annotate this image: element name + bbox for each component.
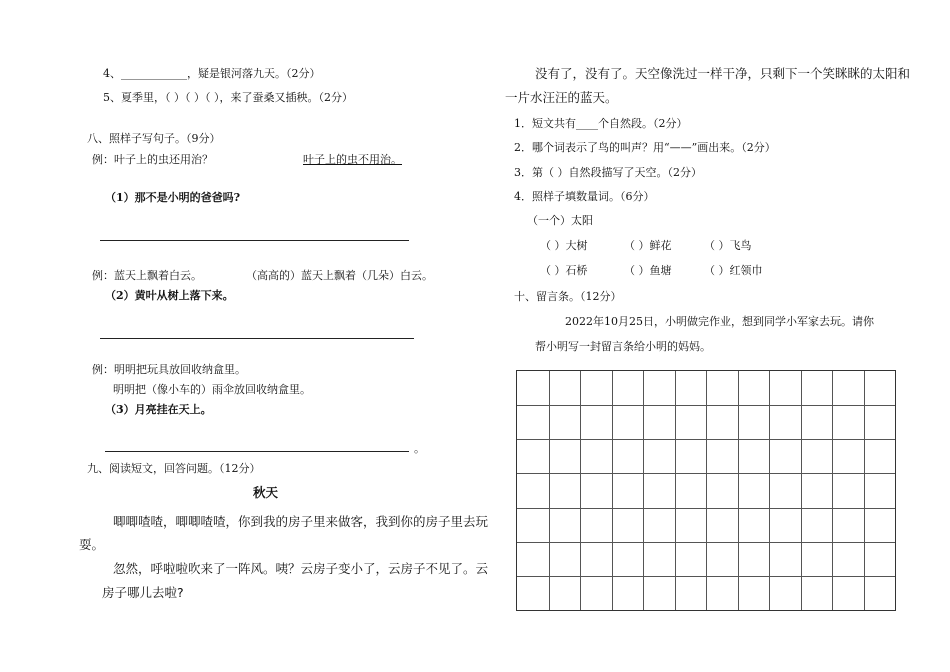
grid-row-line: [517, 542, 895, 543]
task-3: （3）月亮挂在天上。: [105, 403, 212, 416]
measure-word-item[interactable]: （ ）大树: [540, 239, 588, 252]
grid-column-line: [832, 371, 833, 610]
measure-word-example: （一个）太阳: [527, 214, 593, 227]
story-paragraph-1a: 唧唧喳喳，唧唧喳喳，你到我的房子里来做客，我到你的房子里去玩: [113, 514, 489, 529]
grid-column-line: [864, 371, 865, 610]
story-paragraph-1b: 耍。: [79, 537, 105, 552]
note-prompt-line-1: 2022年10月25日，小明做完作业，想到同学小军家去玩。请你: [565, 315, 874, 328]
story-paragraph-2a: 忽然，呼啦啦吹来了一阵风。咦？云房子变小了，云房子不见了。云: [113, 561, 489, 576]
grid-row-line: [517, 473, 895, 474]
grid-row-line: [517, 508, 895, 509]
section-10-title: 十、留言条。（12分）: [514, 290, 622, 303]
answer-line-1[interactable]: [100, 240, 409, 241]
grid-column-line: [675, 371, 676, 610]
section-8-title: 八、照样子写句子。（9分）: [87, 132, 221, 145]
grid-row-line: [517, 405, 895, 406]
measure-word-item[interactable]: （ ）石桥: [540, 264, 588, 277]
grid-column-line: [580, 371, 581, 610]
answer-line-3[interactable]: [105, 451, 409, 452]
grid-row-line: [517, 439, 895, 440]
answer-blank[interactable]: ____________: [121, 67, 187, 80]
measure-word-item[interactable]: （ ）飞鸟: [704, 239, 752, 252]
story-title: 秋天: [253, 485, 279, 500]
task-1: （1）那不是小明的爸爸吗?: [105, 191, 241, 204]
reading-question-2: 2．哪个词表示了鸟的叫声？用“——”画出来。（2分）: [514, 141, 776, 154]
reading-question-4: 4．照样子填数量词。（6分）: [514, 190, 655, 203]
grid-column-line: [706, 371, 707, 610]
story-paragraph-2b: 房子哪儿去啦?: [102, 585, 184, 600]
example-1-question: 例：叶子上的虫还用治？: [92, 153, 213, 166]
story-paragraph-3b: 一片水汪汪的蓝天。: [505, 90, 618, 105]
grid-column-line: [801, 371, 802, 610]
reading-question-1: 1．短文共有____个自然段。（2分）: [514, 117, 688, 130]
measure-word-item[interactable]: （ ）鲜花: [624, 239, 672, 252]
question-5: 5、夏季里，（ ）（ ）（ ），来了蚕桑又插秧。（2分）: [103, 91, 353, 104]
measure-word-item[interactable]: （ ）鱼塘: [624, 264, 672, 277]
grid-column-line: [769, 371, 770, 610]
reading-question-3: 3．第（ ）自然段描写了天空。（2分）: [514, 166, 702, 179]
measure-word-item[interactable]: （ ）红领巾: [704, 264, 763, 277]
grid-column-line: [612, 371, 613, 610]
grid-column-line: [549, 371, 550, 610]
note-prompt-line-2: 帮小明写一封留言条给小明的妈妈。: [535, 340, 711, 353]
example-1-answer: 叶子上的虫不用治。: [303, 153, 402, 166]
task-2: （2）黄叶从树上落下来。: [105, 289, 234, 302]
grid-column-line: [738, 371, 739, 610]
story-paragraph-3a: 没有了，没有了。天空像洗过一样干净，只剩下一个笑眯眯的太阳和: [535, 66, 911, 81]
section-9-title: 九、阅读短文，回答问题。（12分）: [87, 462, 261, 475]
example-2-answer: （高高的）蓝天上飘着（几朵）白云。: [246, 269, 433, 282]
example-2-question: 例：蓝天上飘着白云。: [92, 269, 202, 282]
example-3-answer: 明明把（像小车的）雨伞放回收纳盒里。: [113, 383, 311, 396]
answer-line-2[interactable]: [100, 338, 414, 339]
grid-column-line: [643, 371, 644, 610]
example-3-question: 例：明明把玩具放回收纳盒里。: [92, 363, 246, 376]
grid-row-line: [517, 576, 895, 577]
writing-grid[interactable]: [516, 370, 896, 611]
question-4: 4、____________，疑是银河落九天。（2分）: [103, 67, 321, 80]
end-mark: 。: [414, 442, 425, 455]
